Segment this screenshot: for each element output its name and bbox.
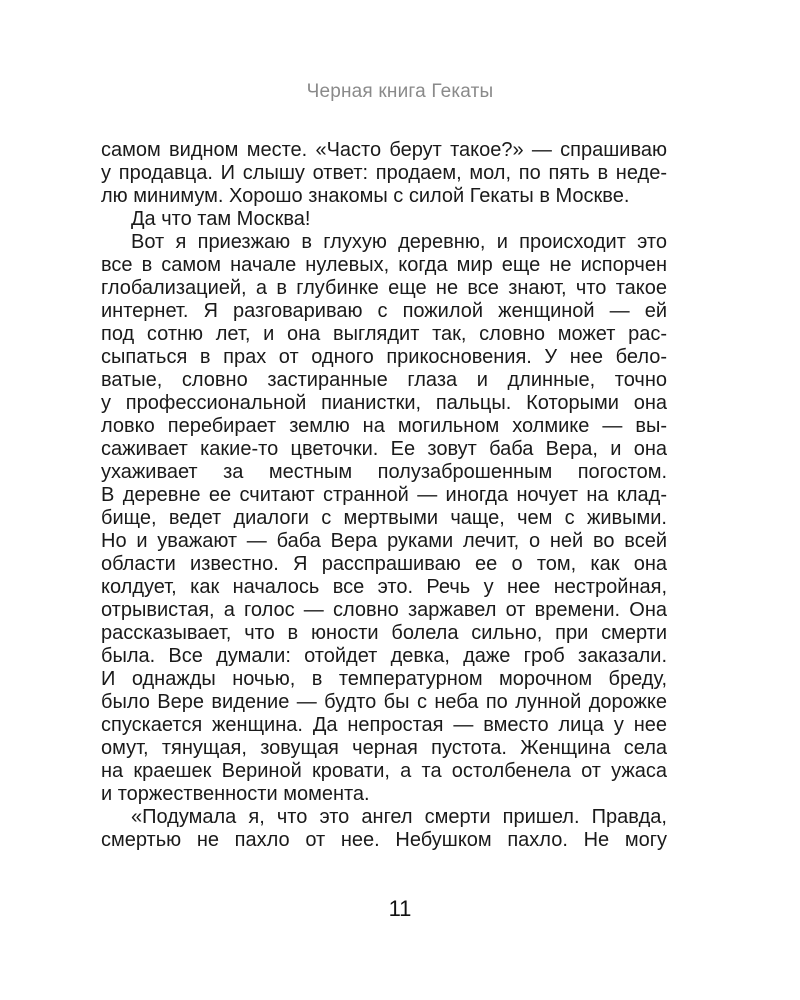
- text-line: омут, тянущая, зовущая черная пустота. Женщина села: [101, 737, 667, 759]
- text-line: самом видном месте. «Часто берут такое?» — спрашиваю: [101, 139, 667, 161]
- text-line: лю минимум. Хорошо знакомы с силой Гекаты в Москве.: [101, 185, 630, 207]
- text-line: области известно. Я расспрашиваю ее о том, как она: [101, 553, 667, 575]
- text-line: спускается женщина. Да непростая — вместо лица у нее: [101, 714, 667, 736]
- text-line: рассказывает, что в юности болела сильно, при смерти: [101, 622, 667, 644]
- page-number: 11: [388, 896, 412, 921]
- text-line: колдует, как началось все это. Речь у нее нестройная,: [101, 576, 667, 598]
- text-line: отрывистая, а голос — словно заржавел от времени. Она: [101, 599, 667, 621]
- text-line: И однажды ночью, в температурном морочном бреду,: [101, 668, 667, 690]
- text-line: Но и уважают — баба Вера руками лечит, о ней во всей: [101, 530, 667, 552]
- text-line: В деревне ее считают странной — иногда ночует на клад-: [101, 484, 667, 506]
- text-line: ловко перебирает землю на могильном холмике — вы-: [101, 415, 667, 437]
- text-line: глобализацией, а в глубинке еще не все знают, что такое: [101, 277, 667, 299]
- text-line: на краешек Вериной кровати, а та остолбенела от ужаса: [101, 760, 667, 782]
- text-line: все в самом начале нулевых, когда мир еще не испорчен: [101, 254, 667, 276]
- text-line: сыпаться в прах от одного прикосновения. У нее бело-: [101, 346, 667, 368]
- text-line: саживает какие-то цветочки. Ее зовут баба Вера, и она: [101, 438, 667, 460]
- text-line: Да что там Москва!: [131, 208, 311, 230]
- text-line: под сотню лет, и она выглядит так, словно может рас-: [101, 323, 667, 345]
- text-line: было Вере видение — будто бы с неба по лунной дорожке: [101, 691, 667, 713]
- text-line: была. Все думали: отойдет девка, даже гроб заказали.: [101, 645, 667, 667]
- text-line: смертью не пахло от нее. Небушком пахло. Не могу: [101, 829, 667, 851]
- text-line: ухаживает за местным полузаброшенным погостом.: [101, 461, 667, 483]
- text-line: Вот я приезжаю в глухую деревню, и происходит это: [131, 231, 667, 253]
- text-line: у продавца. И слышу ответ: продаем, мол, по пять в неде-: [101, 162, 667, 184]
- text-line: и торжественности момента.: [101, 783, 370, 805]
- text-line: ватые, словно застиранные глаза и длинные, точно: [101, 369, 667, 391]
- text-line: бище, ведет диалоги с мертвыми чаще, чем с живыми.: [101, 507, 667, 529]
- text-line: интернет. Я разговариваю с пожилой женщиной — ей: [101, 300, 667, 322]
- text-line: «Подумала я, что это ангел смерти пришел. Правда,: [131, 806, 667, 828]
- text-line: у профессиональной пианистки, пальцы. Которыми она: [101, 392, 667, 414]
- body-text: [101, 139, 667, 852]
- running-header-title: Черная книга Гекаты: [306, 81, 494, 102]
